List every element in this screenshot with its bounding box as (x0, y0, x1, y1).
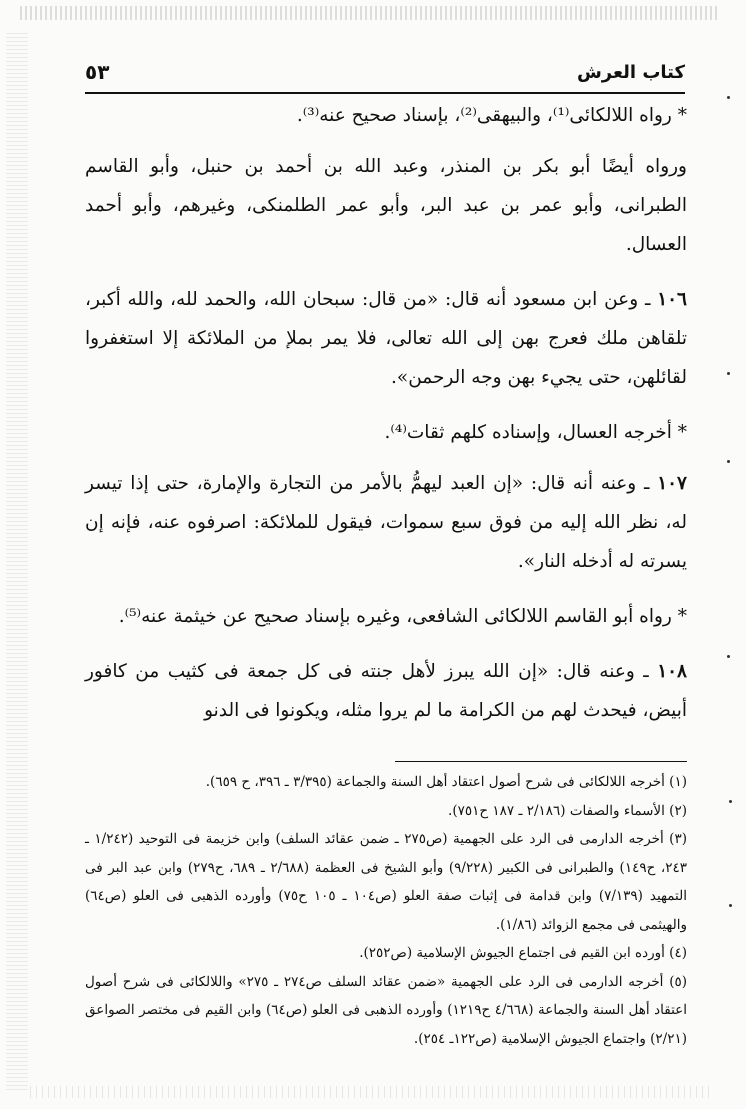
running-title: كتاب العرش (576, 62, 685, 83)
margin-mark (727, 460, 730, 463)
footnotes (85, 768, 687, 1053)
footnote: (١) أخرجه اللالكائى فى شرح أصول اعتقاد أهل السنة والجماعة (٣/٣٩٥ ـ ٣٩٦، ح ٦٥٩). (205, 774, 687, 790)
narration-number: ١٠٧ (657, 473, 687, 494)
narration-text: ـ وعن ابن مسعود أنه قال: «من قال: سبحان الله، والحمد لله، والله أكبر، تلقاهن ملك فعرج بهن إلى الله تعالى، فلا يمر بملإ من الملائكة إلا استغفروا لقائلهن، حتى يجيء بهن وجه الرحمن». (85, 289, 687, 388)
narration-text: ـ وعنه أنه قال: «إن العبد ليهمُّ بالأمر من التجارة والإمارة، حتى إذا تيسر له، نظر الله إليه من فوق سبع سموات، فيقول للملائكة: اصرفوه عنه، فإنه إن يسرته له أدخله النار». (85, 473, 687, 572)
margin-mark (727, 372, 730, 375)
footnote: (٥) أخرجه الدارمى فى الرد على الجهمية «ضمن عقائد السلف ص٢٧٤ ـ ٢٧٥» واللالكائى فى شرح أصول اعتقاد أهل السنة والجماعة (٤/٦٦٨ ح١٢١٩) وأورده الذهبى فى العلو (ص٦٤) وابن القيم فى مختصر الصواعق (٢/٢١) واجتماع الجيوش الإسلامية (ص١٢٢ـ ٢٥٤). (85, 973, 688, 1047)
narration-text: ـ وعنه قال: «إن الله يبرز لأهل جنته فى كل جمعة فى كثيب من كافور أبيض، فيحدث لهم من الكرامة ما لم يروا مثله، ويكونوا فى الدنو (85, 661, 687, 721)
margin-mark (729, 904, 732, 907)
scan-left-edge (6, 30, 28, 1090)
footnote: (٤) أورده ابن القيم فى اجتماع الجيوش الإسلامية (ص٢٥٢). (359, 945, 687, 961)
narration-paragraph (85, 652, 687, 730)
footnote: (٢) الأسماء والصفات (٢/١٨٦ ـ ١٨٧ ح٧٥١). (448, 802, 687, 819)
narration-number: ١٠٨ (657, 661, 687, 682)
narration-number: ١٠٦ (657, 289, 687, 310)
paragraph: * رواه اللالكائى⁽¹⁾، والبيهقى⁽²⁾، بإسناد صحيح عنه⁽³⁾. (296, 105, 687, 126)
margin-mark (727, 655, 730, 658)
paragraph: * رواه أبو القاسم اللالكائى الشافعى، وغيره بإسناد صحيح عن خيثمة عنه⁽⁵⁾. (118, 606, 687, 627)
scan-top-edge (20, 6, 720, 20)
paragraph: ورواه أيضًا أبو بكر بن المنذر، وعبد الله بن أحمد بن حنبل، وأبو القاسم الطبرانى، وأبو عمر بن عبد البر، وأبو عمر الطلمنكى، وغيرهم، وأبو أحمد العسال. (85, 156, 687, 255)
margin-mark (729, 800, 732, 803)
paragraph: * أخرجه العسال، وإسناده كلهم ثقات⁽⁴⁾. (384, 422, 687, 443)
narration-paragraph (85, 464, 687, 581)
margin-mark (727, 96, 730, 99)
narration-paragraph (85, 280, 687, 397)
main-text (85, 96, 687, 746)
page-header (85, 60, 685, 94)
footnote-separator (395, 761, 687, 762)
scan-bottom-edge (30, 1086, 710, 1098)
page-number: ٥٣ (85, 60, 110, 84)
footnote: (٣) أخرجه الدارمى فى الرد على الجهمية (ص٢٧٥ ـ ضمن عقائد السلف) وابن خزيمة فى التوحيد (١/٢٤٢ ـ ٢٤٣، ح١٤٩) والطبرانى فى الكبير (٩/٢٢٨) وأبو الشيخ فى العظمة (٢/٦٨٨ ـ ٦٨٩، ح٢٧٩) وابن عبد البر فى التمهيد (٧/١٣٩) وابن قدامة فى إثبات صفة العلو (ص١٠٤ ـ ١٠٥ ح٧٥) وأورده الذهبى فى العلو (ص٦٤) والهيثمى فى مجمع الزوائد (١/٨٦). (85, 831, 687, 933)
